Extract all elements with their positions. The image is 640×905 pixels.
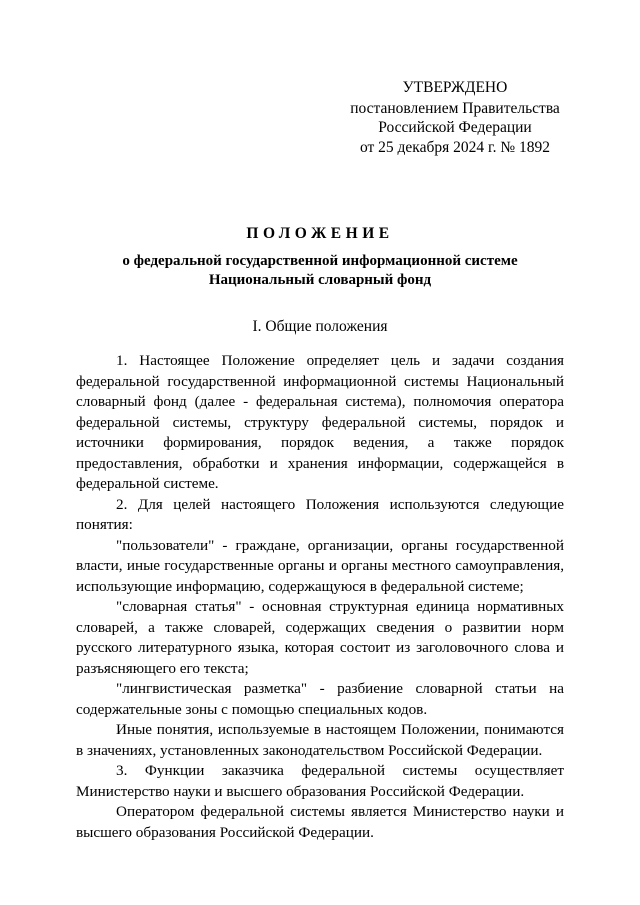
paragraph-3: "пользователи" - граждане, организации, органы государственной власти, иные государственные органы и органы местного самоуправления, использующие информацию, содержащуюся в федеральной системе; [76,536,564,595]
document-title-block [70,224,570,290]
paragraph-8: Оператором федеральной системы является Министерство науки и высшего образования Российской Федерации. [76,803,564,841]
approval-line-3: от 25 декабря 2024 г. № 1892 [359,138,551,156]
approved-label: УТВЕРЖДЕНО [402,79,508,96]
section-heading: I. Общие положения [252,318,388,335]
document-subtitle-line-2: Национальный словарный фонд [208,272,432,288]
paragraph-7: 3. Функции заказчика федеральной системы осуществляет Министерство науки и высшего образования Российской Федерации. [76,762,564,800]
document-body [76,351,564,843]
paragraph-1: 1. Настоящее Положение определяет цель и задачи создания федеральной государственной информационной системы Национальный словарный фонд (далее - федеральная система), полномочия оператора федеральной системы, структуру федеральной системы, порядок и источники формирования, порядок ведения, а также порядок предоставления, обработки и хранения информации, содержащейся в федеральной системе. [76,352,564,492]
approval-line-2: Российской Федерации [378,119,532,136]
document-title: ПОЛОЖЕНИЕ [246,225,394,242]
document-subtitle-line-1: о федеральной государственной информационной системе [122,253,518,269]
paragraph-2: 2. Для целей настоящего Положения используются следующие понятия: [76,495,564,533]
approval-stamp [340,78,570,157]
paragraph-6: Иные понятия, используемые в настоящем Положении, понимаются в значениях, установленных законодательством Российской Федерации. [76,721,564,759]
paragraph-5: "лингвистическая разметка" - разбиение словарной статьи на содержательные зоны с помощью специальных кодов. [76,680,564,718]
paragraph-4: "словарная статья" - основная структурная единица нормативных словарей, а также словарей, содержащих сведения о развитии норм русского литературного языка, которая состоит из заголовочного слова и разъясняющего его текста; [76,598,564,677]
approval-line-1: постановлением Правительства [350,99,560,117]
